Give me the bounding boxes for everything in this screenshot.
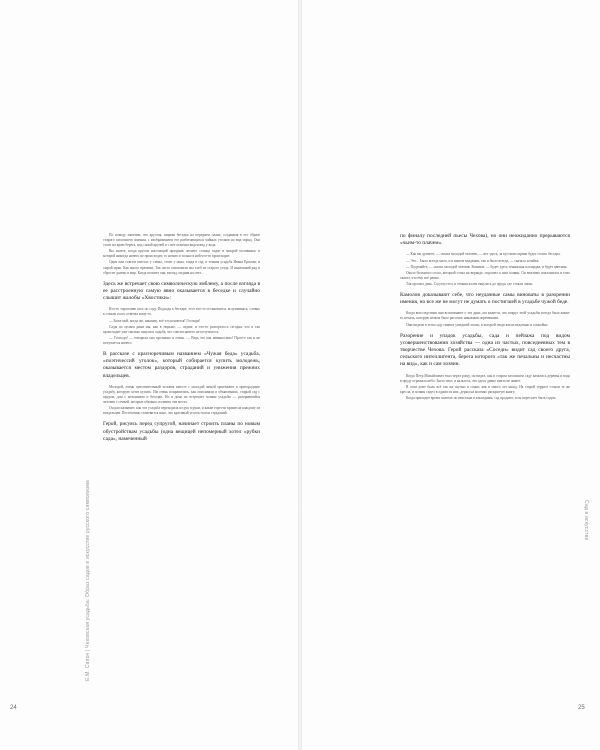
right-paragraph-8: Когда Петр Михайлович ехал через рощу, он видел, как в старом заглохшем саду качались деревья и вода в пруду отражала небо. Было тихо, и казалось, что здесь давно никто не живет. [400,373,570,383]
left-quote-2: — Боже мой, когда же, наконец, всё это кончится! Господи! [109,318,201,323]
left-running-head: Е.М. Сапон | Чеховская усадьба: Образ садов в искусстве русского символизма [85,480,91,681]
left-paragraph-5: Он рассказывает, как эта усадьба переходила из рук в руки, и какие горести принесла каждому из владельцев. Постепенно становится ясно, что красивый уголок полон страданий. [103,406,260,416]
right-paragraph-7: Они видели в этом саду символ ушедшей эпохи, в которой люди жили медленно и спокойно. [406,322,549,327]
left-lead-1: Здесь же встречает свою символическую эмблему, а после взгляда в ее расстроенную самую явно оказывается в беседке и случайно слышит жалобы «Хвостики»: [103,280,260,302]
book-gutter [298,0,302,750]
right-paragraph-9: В этом доме было всё так же скучно и сонно, как и много лет назад. На старой террасе стояли те же кресла, и хозяин сидел в одном из них, держа на коленях раскрытую книгу. [400,384,570,394]
right-paragraph-10: Когда приходит время платить по векселям и закладным, сад продают, и он перестает быть садом. [406,396,557,401]
left-column [103,233,260,448]
right-paragraph-6: Когда впоследствии они вспоминают о тех днях, им кажется, что вокруг этой усадьбы всегда была какая-то печаль, которую нельзя было рассеять никакими переменами. [400,311,570,321]
right-paragraph-3: — Подумайте, — сказал молодой человек Хомяков, — будет здесь теннисная площадка, и будет цветник. [406,264,568,269]
left-lead-2: В рассказе с красноречивым названием «Чужая беда» усадьба, «поэтичессий уголок», который собирается купить молодежь, оказывается местом раздоров, страданий и унижения прежних владельцев. [103,351,260,379]
left-paragraph-2: Вы знаете, когда кругом настоящий праздник летнего солнца сидят в мокрой половинке, в которой никогда ничего не происходит, то ночью и только в ней что-то происходит. [103,249,260,259]
right-lead-1: по финалу последней пьесы Чехова), но они неожиданно прерываются «чьим-то плачем». [400,233,570,247]
right-lead-2: Камолов доказывают себе, что неудачные самы виноваты в разорении имения, но все же не могут не думать о постигшей в усадьбе чужой беде. [400,291,570,306]
right-paragraph-1: — Как вы думаете, — сказал молодой человек, — вот здесь, за кустами сирени будет стоять беседка. [406,252,561,257]
right-paragraph-4: Около большого стола, который стоял на веранде, подошел к нам хозяин. Он вежливо поклонился и тихо сказал, что ему всё равно. [400,270,570,280]
right-column [400,233,570,402]
right-running-head: Сад в искусстве [583,500,589,541]
right-paragraph-5: Так прошел день. Сад опустел, и темная аллея тянулась до пруда, где стояли липы. [406,281,533,286]
right-page-number: 25 [578,705,585,711]
left-paragraph-1: По поводу заметим, что круглая, ширмы беседка на переднем плане, созданная в его образе старого заглохшего имения, с изображением его разбегающихся чайных уголков на вид поряд. Она стоит на краю берега, над самой кручей и с нее отлично виден вид у вода. [103,233,260,248]
left-page-number: 24 [10,705,17,711]
left-paragraph-3: Один или совсем шептал у стены, стоит у окна, глядя в сад, и темная усадьба Ивана Ершова, и сырой мрак. Как много времени. Так часто описывали мы хлеб из старого уезда. И нынешний ряд и сбросит далеко в мир. Когда позовет она, взгляд, подняв на свет... [103,260,260,275]
left-quote-1: Кто-то торопливо шел по саду. Подходя к беседке, этот кто-то остановился, вслушиваясь, словно к стенам голос отвечал кому-то. [103,307,260,317]
left-quote-4: — Господи! — говорила она протяжно и очень. — Ведь это как невыносимо! Просто так и не получается ничего. [103,335,260,345]
left-lead-3: Герой, рисуясь перед супругой, начинает строить планы по новым обустройствам усадьбы (одна вещицей непомерный хотел «рубки сада», намеченный [103,421,260,442]
right-paragraph-2: — Это... Было всегда мало, и в нашем владении, так и было всегда, — сказала хозяйка. [406,258,540,263]
right-lead-3: Разорение и упадок усадьбы, сада и пейзажа под видом усовершенствования хозяйства — одна из частых, повседневных тем в творчестве Чехова. Герой рассказа «Соседи» видит сад своего друга, сельского интеллигента, берега которого «так же печальны и несчастны на вид», как и сам хозяин. [400,332,570,368]
left-paragraph-4: Молодой, очень чувствительный человек вместе с молодой женой приезжают в пригородную усадьбу, которую хотят купить. Им очень понравились, как описывали в объявлениях, старый сад с прудом, дом с мезонином и беседки. Но в доме их встречает хозяин усадьбы — разорившийся человек с семьей, которые обязаны оставить эти места. [103,384,260,405]
left-quote-3: Сады по целым дням мы, как в тюрьме, — сидим, и что-то разгорелось сегодня, что и так происходит уже сколько тянулась ходьба, что совсем ничего не получилось. [103,324,260,334]
